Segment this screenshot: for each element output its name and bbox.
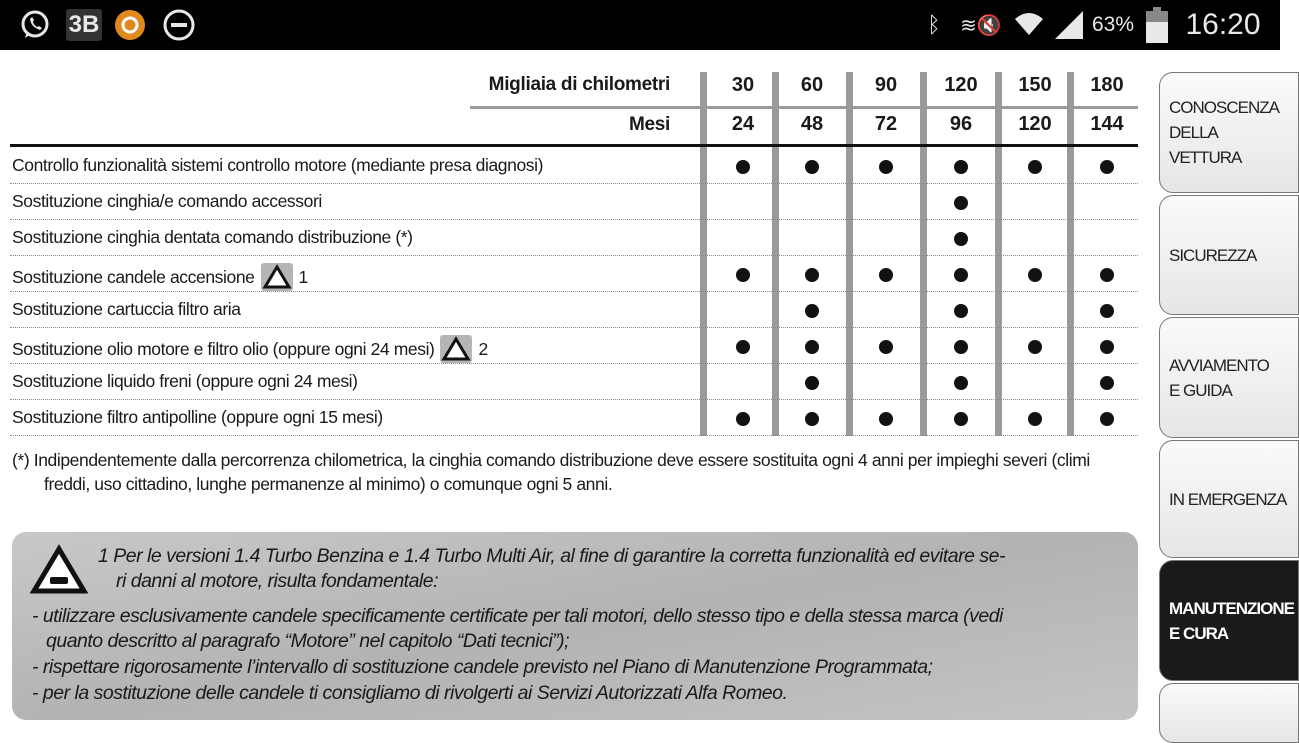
row-label-text: Sostituzione candele accensione [12,266,255,287]
warning-line: - rispettare rigorosamente l’intervallo di sostituzione candele previsto nel Piano di Manutenzione Programmata; [32,656,933,678]
check-dot [879,340,893,354]
check-dot [879,160,893,174]
footnote-line: (*) Indipendentemente dalla percorrenza chilometrica, la cinghia comando distribuzione deve essere sostituita ogni 4 anni per impieghi severi (climi [12,450,1090,470]
tab-label-line: E CURA [1169,623,1229,643]
table-row [10,148,1138,184]
check-dot [1028,268,1042,282]
tab-in-emergenza[interactable] [1159,440,1299,558]
row-label [12,155,543,176]
clock: 16:20 [1185,8,1261,41]
tab-label-line: VETTURA [1169,148,1242,167]
wifi-icon [1012,9,1046,41]
row-label [12,263,308,291]
battery-percent: 63% [1091,13,1135,36]
status-bar [0,0,1280,50]
table-row [10,364,1138,400]
footnote [12,448,1142,496]
check-dot [1028,412,1042,426]
km-column-header: 30 [731,74,755,96]
table-row [10,220,1138,256]
check-dot [736,340,750,354]
warning-line: quanto descritto al paragrafo “Motore” nel capitolo “Dati tecnici”); [46,630,570,652]
table-row [10,256,1138,292]
signal-icon [1052,9,1086,41]
check-dot [736,412,750,426]
months-column-header: 48 [800,113,824,135]
months-column-header: 72 [874,113,898,135]
row-label-text: Sostituzione filtro antipolline (oppure ogni 15 mesi) [12,407,383,427]
header-divider [470,106,1138,109]
months-column-header: 120 [1018,113,1052,135]
tab-label-line: E GUIDA [1169,380,1232,400]
tab-avviamento-e-guida[interactable] [1159,317,1299,438]
km-header-label: Migliaia di chilometri [488,74,670,95]
row-label [12,191,322,212]
months-column-header: 144 [1090,113,1124,135]
km-column-header: 180 [1090,74,1124,96]
warning-ref: 1 [298,266,308,287]
check-dot [736,160,750,174]
check-dot [954,412,968,426]
warning-triangle-icon [440,335,472,363]
km-column-header: 90 [874,74,898,96]
check-dot [1100,412,1114,426]
check-dot [954,304,968,318]
tab-next[interactable] [1159,683,1299,743]
check-dot [1028,340,1042,354]
check-dot [805,412,819,426]
check-dot [954,196,968,210]
tab-conoscenza-della-vettura[interactable] [1159,72,1299,193]
check-dot [805,340,819,354]
tab-label-line: CONOSCENZA [1169,98,1279,117]
row-label-text: Sostituzione olio motore e filtro olio (oppure ogni 24 mesi) [12,338,435,359]
check-dot [954,376,968,390]
check-dot [1100,268,1114,282]
months-column-header: 24 [731,113,755,135]
row-label-text: Sostituzione cinghia dentata comando distribuzione (*) [12,227,413,247]
warning-triangle-icon [261,263,293,291]
header-bottom-rule [10,144,1138,147]
row-label [12,407,383,428]
row-label-text: Sostituzione cinghia/e comando accessori [12,191,322,211]
tab-label-line: SICUREZZA [1169,245,1257,265]
km-column-header: 120 [944,74,978,96]
do-not-disturb-icon [163,9,195,41]
check-dot [1100,376,1114,390]
table-row [10,328,1138,364]
table-row [10,292,1138,328]
footnote-line: freddi, uso cittadino, lunghe permanenze al minimo) o comunque ogni 5 anni. [44,474,613,494]
warning-ref: 2 [478,338,488,359]
check-dot [805,268,819,282]
tab-label-line: AVVIAMENTO [1169,355,1269,375]
check-dot [1100,304,1114,318]
check-dot [954,340,968,354]
mute-icon: ≋🔇 [960,14,1002,37]
tab-label-line: MANUTENZIONE [1169,598,1294,618]
table-row [10,400,1138,436]
check-dot [1100,160,1114,174]
check-dot [736,268,750,282]
orange-app-icon [114,9,146,41]
row-label [12,299,241,320]
tab-sicurezza[interactable] [1159,195,1299,315]
battery-icon [1143,9,1171,41]
tab-label-line: DELLA [1169,123,1218,142]
row-label [12,371,358,392]
row-label-text: Sostituzione liquido freni (oppure ogni 24 mesi) [12,371,358,391]
check-dot [805,160,819,174]
check-dot [879,268,893,282]
check-dot [954,232,968,246]
tab-label-line: IN EMERGENZA [1169,489,1287,509]
warning-triangle-icon [32,546,86,599]
whatsapp-icon [18,9,52,41]
warning-line: - per la sostituzione delle candele ti consigliamo di rivolgerti ai Servizi Autorizzati Alfa Romeo. [32,682,788,704]
tab-manutenzione-e-cura[interactable] [1159,560,1299,681]
table-row [10,184,1138,220]
bluetooth-icon: ᛒ [927,12,941,37]
row-label-text: Controllo funzionalità sistemi controllo motore (mediante presa diagnosi) [12,155,544,175]
check-dot [1028,160,1042,174]
warning-line: ri danni al motore, risulta fondamentale: [116,570,439,592]
check-dot [879,412,893,426]
row-label [12,335,488,363]
row-label-text: Sostituzione cartuccia filtro aria [12,299,241,319]
check-dot [805,304,819,318]
km-column-header: 60 [800,74,824,96]
warning-box [12,532,1138,720]
km-column-header: 150 [1018,74,1052,96]
check-dot [954,160,968,174]
check-dot [805,376,819,390]
row-label [12,227,413,248]
check-dot [954,268,968,282]
warning-line: 1 Per le versioni 1.4 Turbo Benzina e 1.4 Turbo Multi Air, al fine di garantire la corretta funzionalità ed evitare se- [98,545,1005,567]
bbm-icon: 3B [66,9,102,41]
warning-line: - utilizzare esclusivamente candele specificamente certificate per tali motori, dello stesso tipo e della stessa marca (vedi [32,605,1003,627]
months-column-header: 96 [949,113,973,135]
check-dot [1100,340,1114,354]
months-header-label: Mesi [628,114,670,135]
